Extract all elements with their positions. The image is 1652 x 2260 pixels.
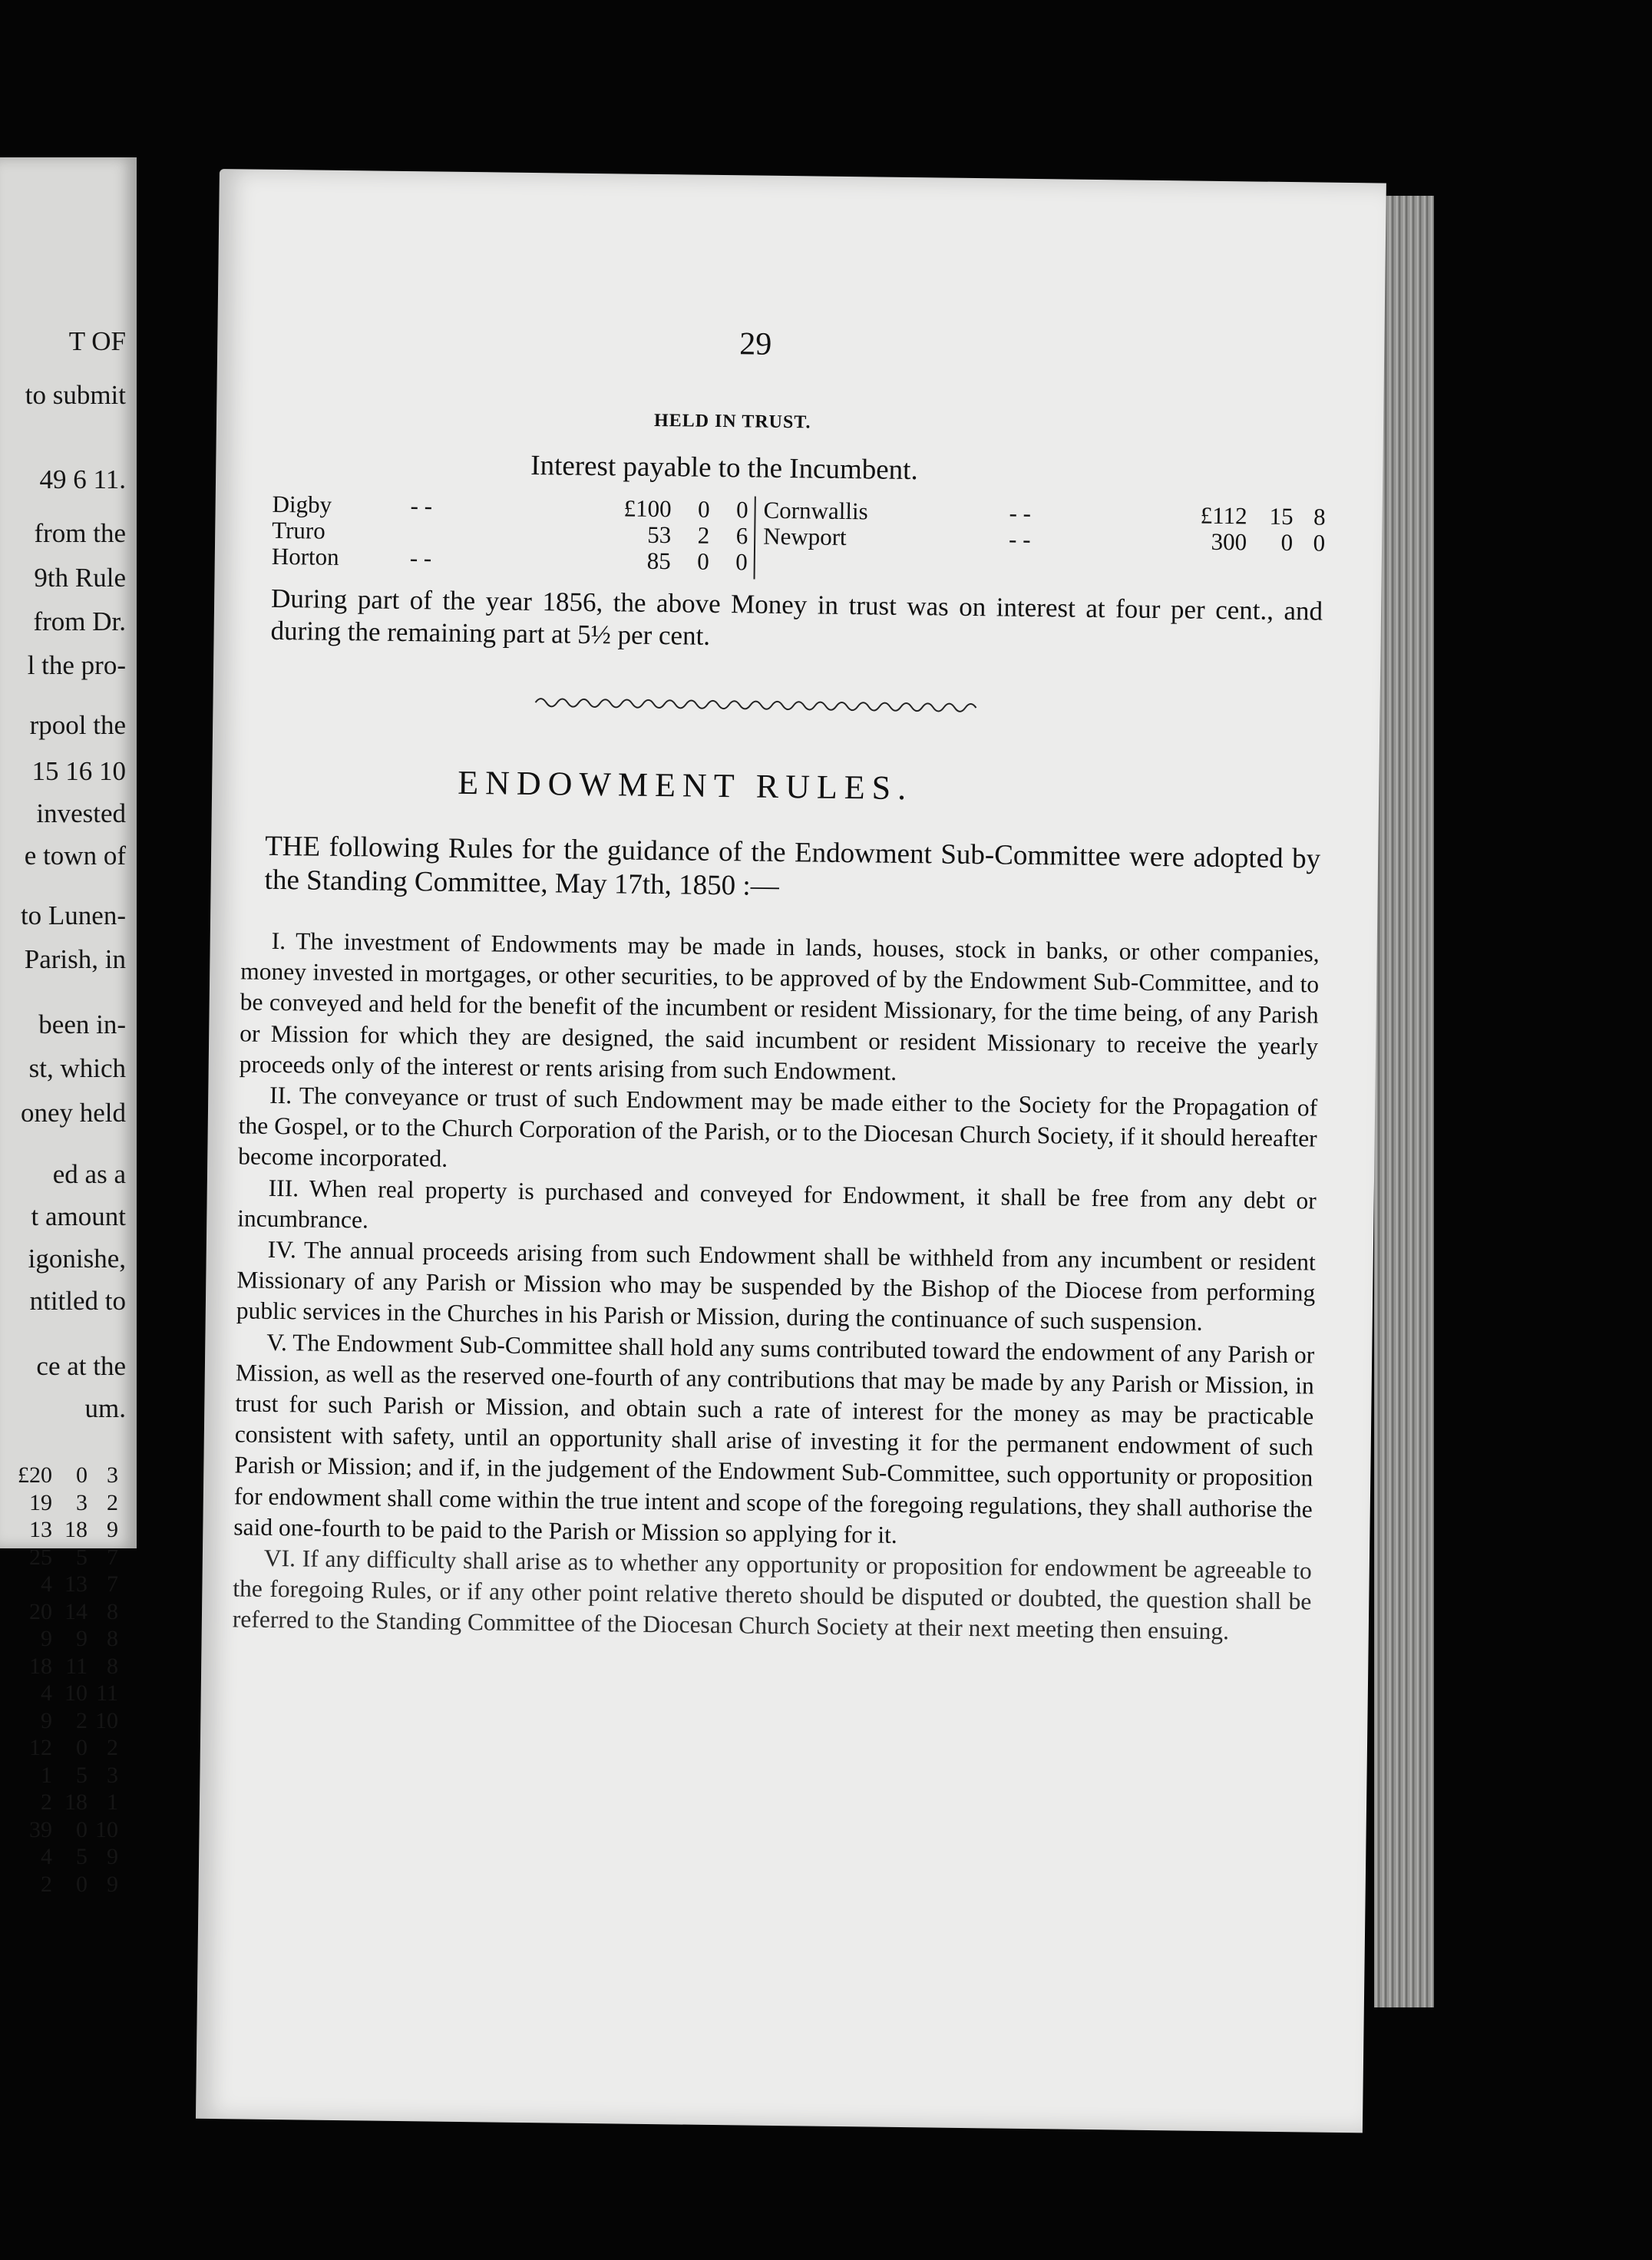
left-page-number-cell: 13: [64, 1571, 88, 1597]
left-page-line: to submit: [25, 380, 126, 410]
left-page-number-cell: 9: [41, 1707, 52, 1733]
rules-title: ENDOWMENT RULES.: [457, 763, 914, 808]
table-divider: [754, 497, 756, 580]
trust-dots: - -: [410, 492, 433, 520]
left-page-number-cell: 8: [107, 1598, 118, 1624]
left-page-number-cell: 5: [76, 1544, 88, 1570]
left-page-line: 15 16 10: [31, 756, 126, 786]
trust-pounds: 85: [646, 547, 672, 575]
trust-dots: - -: [1008, 525, 1031, 553]
rule-paragraph: III. When real property is purchased and conveyed for Endowment, it shall be free from any debt or incumbrance.: [237, 1174, 1317, 1234]
left-page-number-cell: 4: [41, 1571, 52, 1597]
trust-shillings: 0: [697, 495, 710, 523]
left-page-number-cell: 10: [95, 1816, 118, 1842]
left-page-line: ed as a: [52, 1159, 126, 1189]
left-page-number-cell: 2: [41, 1871, 52, 1897]
left-page-number-cell: 0: [76, 1462, 88, 1488]
left-page-number-cell: 11: [96, 1680, 118, 1706]
left-page-number-cell: 8: [107, 1626, 118, 1651]
left-page-line: to Lunen-: [20, 900, 126, 930]
left-page-line: T OF: [68, 326, 126, 356]
left-page-line: ce at the: [36, 1351, 126, 1381]
rules-intro: THE following Rules for the guidance of the Endowment Sub-Committee were adopted by the Standing Committee, May 17th, 1850 :—: [264, 830, 1321, 902]
trust-shillings: 2: [697, 521, 710, 549]
left-page-line: l the pro-: [27, 650, 126, 680]
rule-paragraph: IV. The annual proceeds arising from such Endowment shall be withheld from any incumbent or resident Missionary of any Parish or Mission who may be suspended by the Bishop of the Diocese from performing public services in the Churches in his Parish or Mission, during the continuance of such suspension.: [236, 1235, 1316, 1337]
left-page-number-cell: 0: [76, 1735, 88, 1760]
rules-list: [233, 925, 1320, 1648]
trust-pounds: £112: [1200, 501, 1247, 530]
trust-place: Truro: [272, 516, 325, 544]
left-page-line: ntitled to: [29, 1286, 126, 1316]
left-page-line: rpool the: [29, 710, 126, 740]
left-page-number-cell: 2: [107, 1489, 118, 1515]
left-page-number-cell: 2: [41, 1789, 52, 1815]
rule-paragraph: I. The investment of Endowments may be made in lands, houses, stock in banks, or other companies, money invested in mortgages, or other securities, to be approved of by the Endowment Sub-Committee, and to be conveyed and held for the benefit of the incumbent or resident Missionary, for the time being, of any Parish or Mission for which they are designed, the said incumbent or resident Missionary to receive the yearly proceeds only of the interest or rents arising from such Endowment.: [239, 927, 1320, 1085]
left-page-number-cell: 2: [76, 1707, 88, 1733]
left-page-number-cell: 1: [107, 1789, 118, 1815]
left-page-number-cell: 18: [64, 1789, 88, 1815]
left-page-number-cell: 13: [29, 1517, 52, 1542]
left-page-line: 9th Rule: [34, 563, 126, 593]
left-page-line: from Dr.: [33, 606, 126, 636]
held-in-trust-heading: HELD IN TRUST.: [653, 410, 811, 433]
left-page-line: invested: [36, 798, 126, 828]
left-page-number-cell: 1: [41, 1762, 52, 1788]
left-page-number-cell: 39: [29, 1816, 52, 1842]
left-page-line: 49 6 11.: [39, 464, 126, 494]
left-page-line: t amount: [31, 1201, 126, 1231]
interest-subheading: Interest payable to the Incumbent.: [530, 449, 918, 487]
left-page-number-cell: 10: [95, 1707, 118, 1733]
trust-place: Horton: [271, 542, 339, 570]
left-page-number-cell: 9: [41, 1626, 52, 1651]
rule-paragraph: VI. If any difficulty shall arise as to whether any opportunity or proposition for endowment be agreeable to the foregoing Rules, or if any other point relative thereto should be disputed or doubted, the question shall be referred to the Standing Committee of the Diocesan Church Society at their next meeting then ensuing.: [232, 1544, 1313, 1645]
left-page-number-cell: 20: [29, 1598, 52, 1624]
trust-place: Cornwallis: [763, 496, 868, 525]
left-page-number-cell: 18: [64, 1517, 88, 1542]
left-page-number-cell: 8: [107, 1653, 118, 1679]
trust-place: Newport: [762, 522, 847, 551]
left-page-line: igonishe,: [28, 1244, 126, 1274]
left-page-number-cell: 9: [107, 1844, 118, 1869]
trust-shillings: 0: [1280, 528, 1294, 557]
trust-pence: 0: [1313, 529, 1326, 557]
left-page-line: from the: [34, 518, 126, 548]
left-page-line: oney held: [20, 1098, 126, 1128]
left-page-number-cell: 9: [107, 1517, 118, 1542]
left-page-number-cell: 4: [41, 1680, 52, 1706]
left-page-number-cell: 3: [107, 1762, 118, 1788]
trust-pence: 0: [735, 548, 748, 576]
left-page-line: st, which: [28, 1053, 126, 1083]
trust-shillings: 0: [697, 547, 710, 575]
rule-paragraph: II. The conveyance or trust of such Endowment may be made either to the Society for the Propagation of the Gospel, or to the Church Corporation of the Parish, or to the Diocesan Church Society, if it should hereafter become incorporated.: [238, 1081, 1318, 1173]
left-page-number-cell: 3: [76, 1489, 88, 1515]
left-page-number-cell: 0: [76, 1816, 88, 1842]
left-page-number-cell: 19: [29, 1489, 52, 1515]
left-page-line: e town of: [24, 841, 126, 871]
trust-dots: - -: [409, 544, 432, 572]
left-page-number-cell: 9: [107, 1871, 118, 1897]
trust-table: [272, 491, 1324, 588]
left-page-number-cell: 2: [107, 1735, 118, 1760]
left-page-number-cell: 14: [64, 1598, 88, 1624]
trust-pence: 8: [1313, 503, 1326, 530]
left-page-number-cell: 25: [29, 1544, 52, 1570]
left-page-number-cell: 7: [107, 1544, 118, 1570]
trust-dots: - -: [1009, 499, 1032, 527]
left-page-number-cell: £20: [18, 1462, 52, 1488]
left-page-number-cell: 9: [76, 1626, 88, 1651]
book-page: [196, 169, 1386, 2133]
trust-pence: 6: [735, 522, 748, 550]
trust-pounds: £100: [623, 494, 672, 523]
trust-place: Digby: [272, 490, 332, 518]
page-edge-stack: [1374, 196, 1434, 2007]
interest-note: During part of the year 1856, the above Money in trust was on interest at four per cent., and during the remaining part at 5½ per cent.: [270, 583, 1323, 651]
left-page-fragment: [0, 157, 137, 1897]
trust-pounds: 53: [647, 520, 672, 549]
trust-shillings: 15: [1269, 502, 1294, 530]
left-page-line: um.: [84, 1393, 126, 1423]
left-page-line: been in-: [38, 1009, 126, 1039]
trust-pounds: 300: [1211, 527, 1247, 556]
left-page-number-cell: 7: [107, 1571, 118, 1597]
left-page-number-cell: 11: [65, 1653, 88, 1679]
rule-paragraph: V. The Endowment Sub-Committee shall hold any sums contributed toward the endowment of any Parish or Mission, as well as the reserved one-fourth of any contributions that may be made by any Parish or Mission, in trust for such Parish or Mission, and obtain such a rate of interest for the money as may be practicable consistent with safety, until an opportunity shall arise of investing it for the permanent endowment of such Parish or Mission; and if, in the judgement of the Endowment Sub-Committee, such opportunity or proposition for endowment shall come within the true intent and scope of the foregoing regulations, they shall authorise the said one-fourth to be paid to the Parish or Mission so applying for it.: [233, 1328, 1315, 1548]
left-page-number-cell: 5: [76, 1844, 88, 1869]
wavy-rule-ornament: [535, 693, 980, 717]
left-page-number-cell: 3: [107, 1462, 118, 1488]
trust-pence: 0: [735, 496, 748, 524]
left-page-number-cell: 12: [29, 1735, 52, 1760]
left-page-number-cell: 4: [41, 1844, 52, 1869]
left-page-line: Parish, in: [24, 944, 126, 974]
left-page-number-cell: 18: [29, 1653, 52, 1679]
page-number: 29: [738, 326, 772, 362]
left-page-number-cell: 10: [64, 1680, 88, 1706]
left-page-number-cell: 0: [76, 1871, 88, 1897]
left-page-number-cell: 5: [76, 1762, 88, 1788]
